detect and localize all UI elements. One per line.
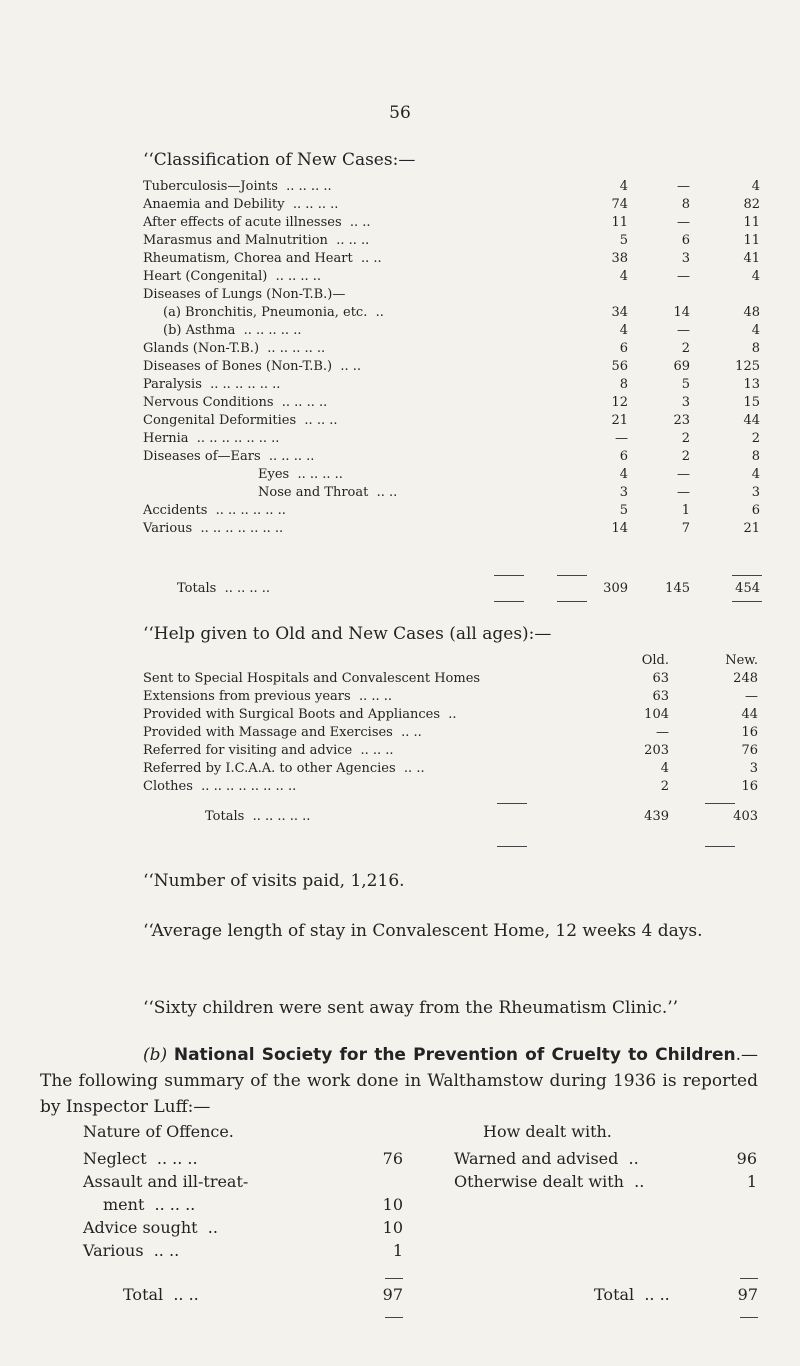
cell-value: 6 [751,503,760,518]
cell-value: 3 [681,251,690,266]
row-label: Referred by I.C.A.A. to other Agencies [143,761,396,776]
list-item [454,1147,757,1170]
table-row [143,688,758,706]
row-label: Nose and Throat [258,485,369,500]
cell-value: 11 [743,215,760,230]
list-item [83,1216,403,1239]
leader-dots: .. .. [360,251,382,266]
cell-value: 5 [619,503,628,518]
leader-dots: .. .. [403,761,425,776]
row-label: Assault and ill-treat- [83,1172,249,1191]
cell-value: 96 [736,1149,757,1168]
cell-value: 34 [611,305,628,320]
table-row [143,466,760,484]
cell-value: 104 [644,707,669,722]
offence-rule-bottom [740,1317,758,1318]
cell-value [628,286,690,304]
cell-value: 21 [611,413,628,428]
row-label: Sent to Special Hospitals and Convalescent Homes [143,671,481,686]
row-label: Otherwise dealt with [454,1172,624,1191]
table-row [143,358,760,376]
cell-value: — [677,269,690,284]
table-row [143,178,760,196]
table-row [143,394,760,412]
leader-dots: .. [448,707,457,722]
cell-value: 44 [743,413,760,428]
row-label: Extensions from previous years [143,689,351,704]
classification-rule-bottom [732,601,762,602]
total-nature: 97 [382,1285,403,1304]
cell-value: 439 [644,809,669,824]
leader-dots: .. .. .. .. .. .. .. .. [201,779,297,794]
leader-dots: .. .. .. .. [224,581,271,596]
cell-value: 21 [743,521,760,536]
cell-value: 2 [681,431,690,446]
cell-value: 74 [611,197,628,212]
leader-dots: .. [207,1218,218,1237]
cell-value: 3 [751,485,760,500]
cell-value: 6 [681,233,690,248]
leader-dots: .. .. .. .. [292,197,339,212]
cell-value: 3 [681,395,690,410]
cell-value: 5 [681,377,690,392]
leader-dots: .. .. .. .. [297,467,343,482]
classification-rule-top [557,575,587,576]
cell-value: 2 [660,779,669,794]
cell-value: — [677,215,690,230]
cell-value: 76 [382,1149,403,1168]
cell-value: 6 [619,449,628,464]
classification-table [143,178,760,538]
cell-value: 248 [733,671,758,686]
table-row [143,760,758,778]
table-row [143,286,760,304]
cell-value: 2 [681,341,690,356]
cell-value: 23 [673,413,690,428]
classification-rule-top [732,575,762,576]
row-label: Glands (Non-T.B.) [143,341,260,356]
row-label: Neglect [83,1149,147,1168]
help-table [143,652,758,796]
table-row [143,520,760,538]
leader-dots: .. [634,1172,645,1191]
cell-value: 4 [751,269,760,284]
leader-dots: .. .. [153,1241,180,1260]
cell-value: 13 [743,377,760,392]
row-label: Tuberculosis—Joints [143,179,278,194]
table-row [143,196,760,214]
nature-table [83,1147,403,1262]
cell-value: 1 [392,1241,403,1260]
help-rule-top [705,803,735,804]
cell-value: 454 [735,581,760,596]
table-row [143,724,758,742]
row-label: Diseases of Lungs (Non-T.B.)— [143,287,346,302]
help-totals [143,808,758,826]
list-item [83,1170,403,1193]
table-row [143,268,760,286]
offence-rule-top [740,1278,758,1279]
cell-value: 8 [619,377,628,392]
how-table [454,1147,757,1193]
nspcc-title: National Society for the Prevention of Cruelty to Children [173,1045,736,1065]
leader-dots: .. .. [401,725,422,740]
cell-value: 48 [743,305,760,320]
column-header-how: How dealt with. [483,1122,612,1141]
leader-dots: .. .. .. .. .. [252,809,311,824]
cell-value: 14 [673,305,690,320]
leader-dots: .. .. [644,1285,670,1304]
cell-value: 203 [644,743,669,758]
section-marker: (b) [143,1045,168,1065]
table-row [143,502,760,520]
row-label: Eyes [258,467,290,482]
cell-value: — [677,323,690,338]
table-row [143,430,760,448]
cell-value: 4 [619,179,628,194]
row-label: Various [143,521,193,536]
cell-value: 1 [746,1172,757,1191]
cell-value [543,286,628,304]
help-rule-bottom [705,846,735,847]
cell-value: 15 [743,395,760,410]
cell-value: 125 [735,359,760,374]
leader-dots: .. .. .. .. .. .. [210,377,281,392]
row-label: Various [83,1241,144,1260]
row-label: Totals [177,581,217,596]
cell-value: 6 [619,341,628,356]
cell-value: 69 [673,359,690,374]
cell-value: 4 [660,761,669,776]
cell-value: 145 [665,581,690,596]
row-label: (a) Bronchitis, Pneumonia, etc. [163,305,368,320]
leader-dots: .. [375,305,384,320]
cell-value: 10 [382,1218,403,1237]
cell-value: — [677,467,690,482]
table-row [143,706,758,724]
cell-value: 16 [741,779,758,794]
cell-value: — [677,485,690,500]
cell-value [690,286,760,304]
row-label: Totals [205,809,245,824]
cell-value: — [656,725,669,740]
cell-value: — [677,179,690,194]
row-label: Anaemia and Debility [143,197,285,212]
classification-heading: ‘‘Classification of New Cases:— [143,150,416,170]
table-row [143,412,760,430]
page-number: 56 [389,103,411,123]
row-label: Provided with Surgical Boots and Appliances [143,707,440,722]
cell-value: — [745,689,758,704]
leader-dots: .. .. .. [360,743,394,758]
list-item [83,1193,403,1216]
row-label: Nervous Conditions [143,395,274,410]
cell-value: 4 [619,323,628,338]
total-label: Total [594,1285,635,1304]
leader-dots: .. .. .. .. [281,395,328,410]
sixty-children-text: ‘‘Sixty children were sent away from the Rheumatism Clinic.’’ [143,998,679,1018]
leader-dots: .. [628,1149,639,1168]
cell-value: 12 [611,395,628,410]
leader-dots: .. .. .. .. .. .. .. [196,431,280,446]
table-row [143,670,758,688]
leader-dots: .. .. [349,215,371,230]
cell-value: 16 [741,725,758,740]
cell-value: 8 [681,197,690,212]
cell-value: 1 [681,503,690,518]
leader-dots: .. .. .. [304,413,338,428]
table-row [83,1283,758,1306]
row-label: Clothes [143,779,193,794]
row-label: Marasmus and Malnutrition [143,233,328,248]
table-row [143,340,760,358]
table-row [143,742,758,760]
cell-value: 63 [652,671,669,686]
column-header-old: Old. [641,653,669,668]
table-row [143,214,760,232]
cell-value: 2 [681,449,690,464]
leader-dots: .. .. .. .. .. .. .. [200,521,284,536]
classification-totals [143,580,760,598]
row-label: Warned and advised [454,1149,619,1168]
leader-dots: .. .. [376,485,398,500]
help-rule-bottom [497,846,527,847]
cell-value: 10 [382,1195,403,1214]
leader-dots: .. .. .. [156,1149,198,1168]
classification-rule-top [494,575,524,576]
leader-dots: .. .. .. .. [286,179,332,194]
cell-value: 14 [611,521,628,536]
table-row [143,580,760,598]
table-row [143,304,760,322]
cell-value: 2 [751,431,760,446]
cell-value: 8 [751,341,760,356]
list-item [83,1147,403,1170]
row-label: Provided with Massage and Exercises [143,725,393,740]
row-label: Congenital Deformities [143,413,297,428]
cell-value: 4 [751,323,760,338]
row-label: Accidents [143,503,208,518]
cell-value [373,1170,403,1193]
visits-paid-text: ‘‘Number of visits paid, 1,216. [143,871,405,891]
cell-value: 403 [733,809,758,824]
table-row [143,250,760,268]
leader-dots: .. .. .. .. .. .. [215,503,286,518]
help-heading: ‘‘Help given to Old and New Cases (all ages):— [143,624,552,644]
leader-dots: .. .. [173,1285,199,1304]
average-stay-text: ‘‘Average length of stay in Convalescent Home, 12 weeks 4 days. [143,921,703,941]
leader-dots: .. .. .. .. .. [267,341,326,356]
table-row [143,448,760,466]
cell-value: 41 [743,251,760,266]
cell-value: 4 [619,269,628,284]
cell-value: 11 [743,233,760,248]
cell-value: 5 [619,233,628,248]
cell-value: 3 [619,485,628,500]
cell-value: 3 [749,761,758,776]
list-item [83,1239,403,1262]
column-header-new: New. [725,653,758,668]
leader-dots: .. .. [340,359,362,374]
row-label: Diseases of Bones (Non-T.B.) [143,359,333,374]
column-header-nature: Nature of Offence. [83,1122,234,1141]
row-label: Diseases of—Ears [143,449,261,464]
list-item [454,1170,757,1193]
offence-totals [83,1283,758,1306]
offence-rule-bottom [385,1317,403,1318]
row-label: After effects of acute illnesses [143,215,342,230]
cell-value: 4 [619,467,628,482]
table-row [143,484,760,502]
leader-dots: .. .. .. [358,689,392,704]
row-label: ment [103,1195,145,1214]
cell-value: 38 [611,251,628,266]
cell-value: 56 [611,359,628,374]
leader-dots: .. .. .. .. [268,449,315,464]
leader-dots: .. .. .. [154,1195,196,1214]
cell-value: 11 [611,215,628,230]
cell-value: 8 [751,449,760,464]
cell-value: 82 [743,197,760,212]
table-row [143,808,758,826]
cell-value: 4 [751,467,760,482]
row-label: Hernia [143,431,189,446]
leader-dots: .. .. .. .. .. [243,323,302,338]
row-label: (b) Asthma [163,323,236,338]
offence-rule-top [385,1278,403,1279]
leader-dots: .. .. .. [336,233,370,248]
total-how: 97 [737,1285,758,1304]
cell-value: 7 [681,521,690,536]
cell-value: 63 [652,689,669,704]
row-label: Heart (Congenital) [143,269,268,284]
row-label: Paralysis [143,377,202,392]
cell-value: 309 [603,581,628,596]
nspcc-paragraph [40,1042,758,1120]
classification-rule-bottom [494,601,524,602]
cell-value: 4 [751,179,760,194]
nspcc-text: .—The following summary of the work done in Walthamstow during 1936 is reported by Inspector Luff:— [40,1045,758,1117]
table-row [143,322,760,340]
help-rule-top [497,803,527,804]
table-row [143,376,760,394]
row-label: Advice sought [83,1218,198,1237]
table-row [143,232,760,250]
total-label: Total [123,1285,164,1304]
row-label: Referred for visiting and advice [143,743,353,758]
table-row [143,778,758,796]
row-label: Rheumatism, Chorea and Heart [143,251,353,266]
classification-rule-bottom [557,601,587,602]
cell-value: — [615,431,628,446]
cell-value: 44 [741,707,758,722]
cell-value: 76 [741,743,758,758]
leader-dots: .. .. .. .. [275,269,322,284]
